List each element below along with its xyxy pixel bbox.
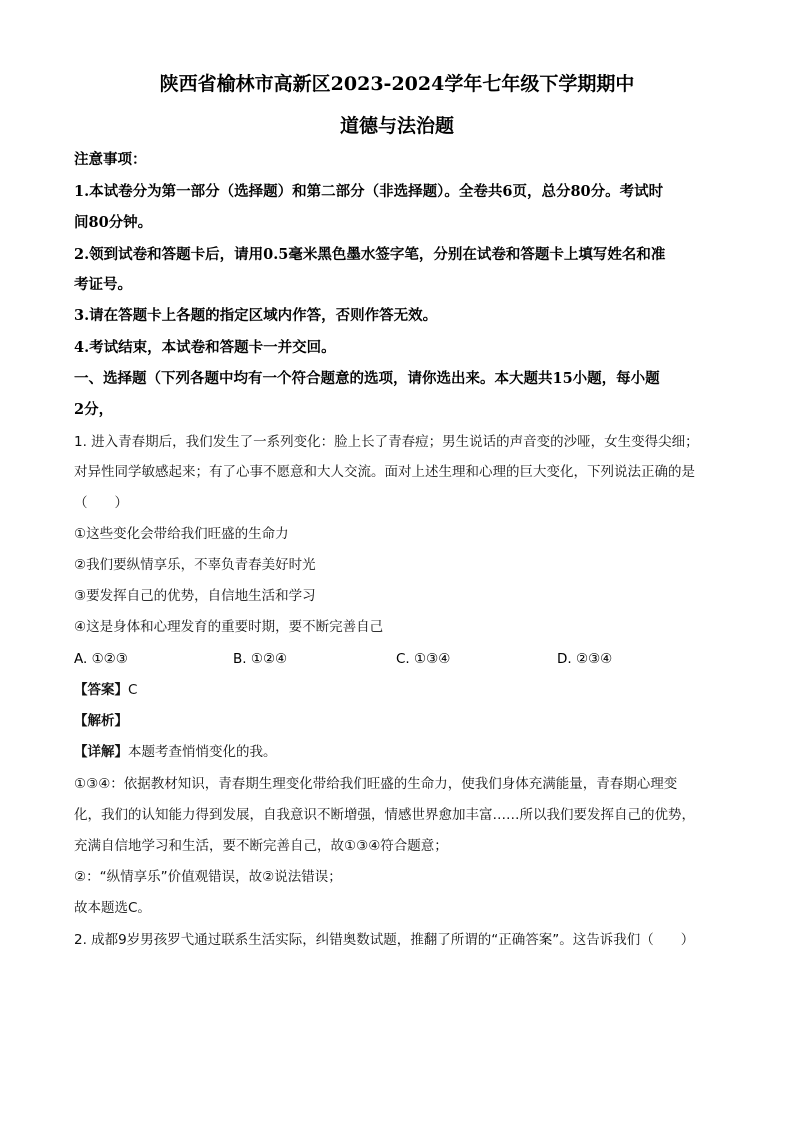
answer-label: 【答案】 bbox=[74, 682, 128, 698]
notice-item-4: 4.考试结束，本试卷和答题卡一并交回。 bbox=[74, 339, 336, 356]
q1-stem-c: （ ） bbox=[74, 495, 128, 511]
notice-item-1b: 间80分钟。 bbox=[74, 214, 153, 231]
q1-stem-a: 1. 进入青春期后，我们发生了一系列变化：脸上长了青春痘；男生说话的声音变的沙哑，女生变得尖细； bbox=[74, 434, 699, 450]
q1-statement-2: ②我们要纵情享乐，不辜负青春美好时光 bbox=[74, 557, 316, 573]
analysis-label: 【解析】 bbox=[74, 713, 128, 729]
q1-analysis-label bbox=[74, 712, 724, 730]
q1-option-b: B. ①②④ bbox=[233, 651, 288, 667]
detail-text: 本题考查悄悄变化的我。 bbox=[128, 744, 277, 760]
q1-explanation-1a: ①③④：依据教材知识，青春期生理变化带给我们旺盛的生命力，使我们身体充满能量，青春期心理变 bbox=[74, 776, 678, 792]
q1-explanation-1c: 充满自信地学习和生活，要不断完善自己，故①③④符合题意； bbox=[74, 838, 448, 854]
q1-option-c: C. ①③④ bbox=[396, 651, 451, 667]
q1-statement-4: ④这是身体和心理发育的重要时期，要不断完善自己 bbox=[74, 619, 384, 635]
q1-statement-1: ①这些变化会带给我们旺盛的生命力 bbox=[74, 526, 289, 542]
q1-detail bbox=[74, 743, 724, 761]
exam-title-line2: 道德与法治题 bbox=[339, 115, 454, 137]
notice-item-3: 3.请在答题卡上各题的指定区域内作答，否则作答无效。 bbox=[74, 307, 438, 324]
exam-title-line1: 陕西省榆林市高新区2023-2024学年七年级下学期期中 bbox=[159, 73, 635, 95]
notice-item-2a: 2.领到试卷和答题卡后，请用0.5毫米黑色墨水签字笔，分别在试卷和答题卡上填写姓名和准 bbox=[74, 246, 666, 263]
answer-value: C bbox=[128, 682, 138, 698]
q1-option-d: D. ②③④ bbox=[557, 651, 613, 667]
notice-item-2b: 考证号。 bbox=[74, 276, 132, 293]
q1-statement-3: ③要发挥自己的优势，自信地生活和学习 bbox=[74, 588, 316, 604]
q1-answer bbox=[74, 681, 724, 699]
notice-item-1a: 1.本试卷分为第一部分（选择题）和第二部分（非选择题）。全卷共6页，总分80分。考试时 bbox=[74, 183, 664, 200]
q1-explanation-2: ②：“纵情享乐”价值观错误，故②说法错误； bbox=[74, 869, 342, 885]
detail-label: 【详解】 bbox=[74, 744, 128, 760]
q1-explanation-1b: 化，我们的认知能力得到发展，自我意识不断增强，情感世界愈加丰富……所以我们要发挥自己的优势， bbox=[74, 807, 695, 823]
q1-option-a: A. ①②③ bbox=[74, 651, 128, 667]
q2-stem: 2. 成都9岁男孩罗弋通过联系生活实际，纠错奥数试题，推翻了所谓的“正确答案”。这告诉我们（ ） bbox=[74, 932, 695, 948]
q1-conclusion: 故本题选C。 bbox=[74, 900, 151, 916]
notice-heading: 注意事项： bbox=[74, 151, 147, 168]
section-heading-b: 2分， bbox=[74, 401, 114, 418]
q1-stem-b: 对异性同学敏感起来；有了心事不愿意和大人交流。面对上述生理和心理的巨大变化，下列说法正确的是 bbox=[74, 464, 695, 480]
section-heading-a: 一、选择题（下列各题中均有一个符合题意的选项，请你选出来。本大题共15小题，每小题 bbox=[74, 370, 660, 387]
